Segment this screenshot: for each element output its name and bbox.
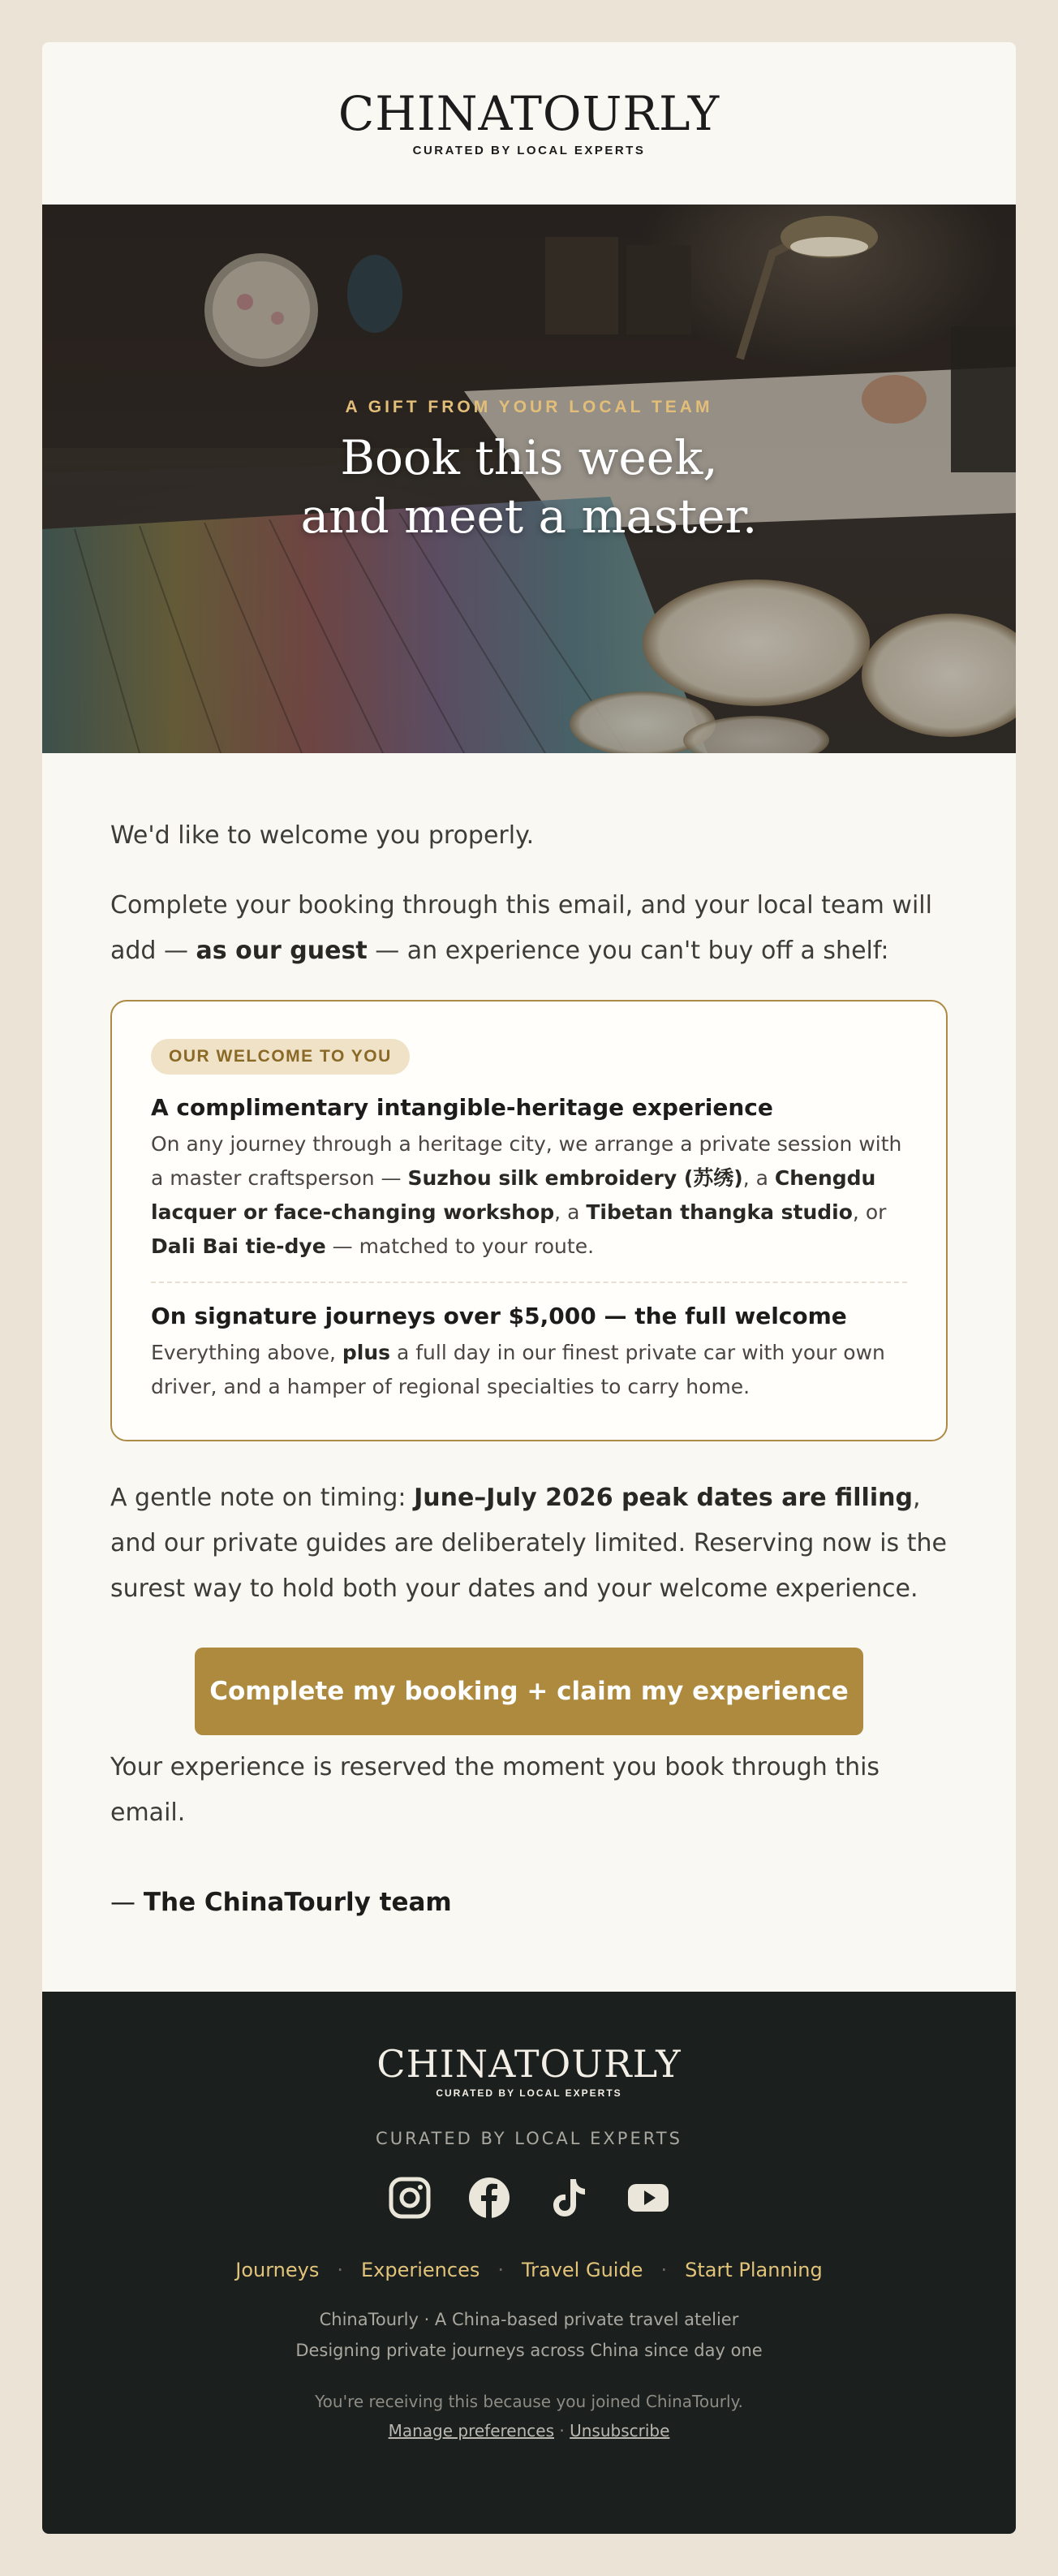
unsubscribe-link[interactable]: Unsubscribe (570, 2421, 670, 2440)
offer-title-heritage: A complimentary intangible-heritage experience (151, 1094, 773, 1121)
offer-title-signature: On signature journeys over $5,000 — the full welcome (151, 1303, 847, 1329)
footer-link-travel-guide[interactable]: Travel Guide (522, 2259, 643, 2281)
logo-wordmark: CHINATOURLY (338, 85, 720, 141)
footer-link-start-planning[interactable]: Start Planning (685, 2259, 823, 2281)
hero-title: Book this week, and meet a master. (300, 430, 758, 544)
intro-paragraph: Complete your booking through this email, and your local team will add — as our guest — an experience you can't buy off a shelf: (110, 891, 932, 965)
timing-note: A gentle note on timing: June–July 2026 peak dates are filling, and our private guides are deliberately limited. Reserving now is the surest way to hold both your dates and your welcome experience. (110, 1484, 947, 1603)
tiktok-icon[interactable] (547, 2176, 591, 2220)
footer-legal: You're receiving this because you joined ChinaTourly. Manage preferences · Unsubscribe (42, 2387, 1016, 2445)
footer-logo-subtitle: CURATED BY LOCAL EXPERTS (436, 2087, 622, 2099)
offer-text-signature: Everything above, plus a full day in our finest private car with your own driver, and a hamper of regional specialties to carry home. (151, 1341, 885, 1398)
instagram-icon[interactable] (388, 2176, 432, 2220)
facebook-icon[interactable] (467, 2176, 511, 2220)
hero-banner (42, 205, 1016, 753)
footer-link-journeys[interactable]: Journeys (235, 2259, 320, 2281)
footer-link-experiences[interactable]: Experiences (361, 2259, 480, 2281)
offer-text-heritage: On any journey through a heritage city, we arrange a private session with a master craftsperson — Suzhou silk embroidery (苏绣), a Chengdu lacquer or face-changing workshop, a Tibetan thangka studio, or Dali Bai tie-dye — matched to your route. (151, 1132, 902, 1258)
welcome-badge: OUR WELCOME TO YOU (151, 1039, 410, 1075)
email-header (42, 42, 1016, 205)
email-card (42, 42, 1016, 2534)
youtube-icon[interactable] (626, 2176, 670, 2220)
complete-booking-button[interactable]: Complete my booking + claim my experience (195, 1648, 863, 1735)
footer-logo-wordmark: CHINATOURLY (376, 2042, 682, 2086)
brand-logo[interactable] (338, 85, 720, 157)
welcome-offer-box (110, 1000, 948, 1441)
greeting: We'd like to welcome you properly. (110, 821, 535, 850)
reservation-note: Your experience is reserved the moment you book through this email. (110, 1753, 880, 1827)
signoff: — The ChinaTourly team (110, 1888, 452, 1917)
hero-eyebrow: A GIFT FROM YOUR LOCAL TEAM (345, 398, 713, 416)
email-footer (42, 1992, 1016, 2534)
logo-subtitle: CURATED BY LOCAL EXPERTS (412, 143, 646, 157)
subscription-notice: You're receiving this because you joined ChinaTourly. (315, 2392, 743, 2411)
box-divider (151, 1282, 907, 1283)
hero-text (42, 398, 1016, 545)
footer-logo[interactable] (376, 2042, 682, 2099)
manage-preferences-link[interactable]: Manage preferences (388, 2421, 555, 2440)
footer-about: ChinaTourly · A China-based private travel atelier Designing private journeys across China since day one (295, 2310, 763, 2360)
email-body (42, 813, 1016, 1925)
footer-tagline: CURATED BY LOCAL EXPERTS (376, 2129, 682, 2148)
social-links (42, 2176, 1016, 2220)
footer-nav: Journeys · Experiences · Travel Guide · Start Planning (235, 2259, 823, 2281)
